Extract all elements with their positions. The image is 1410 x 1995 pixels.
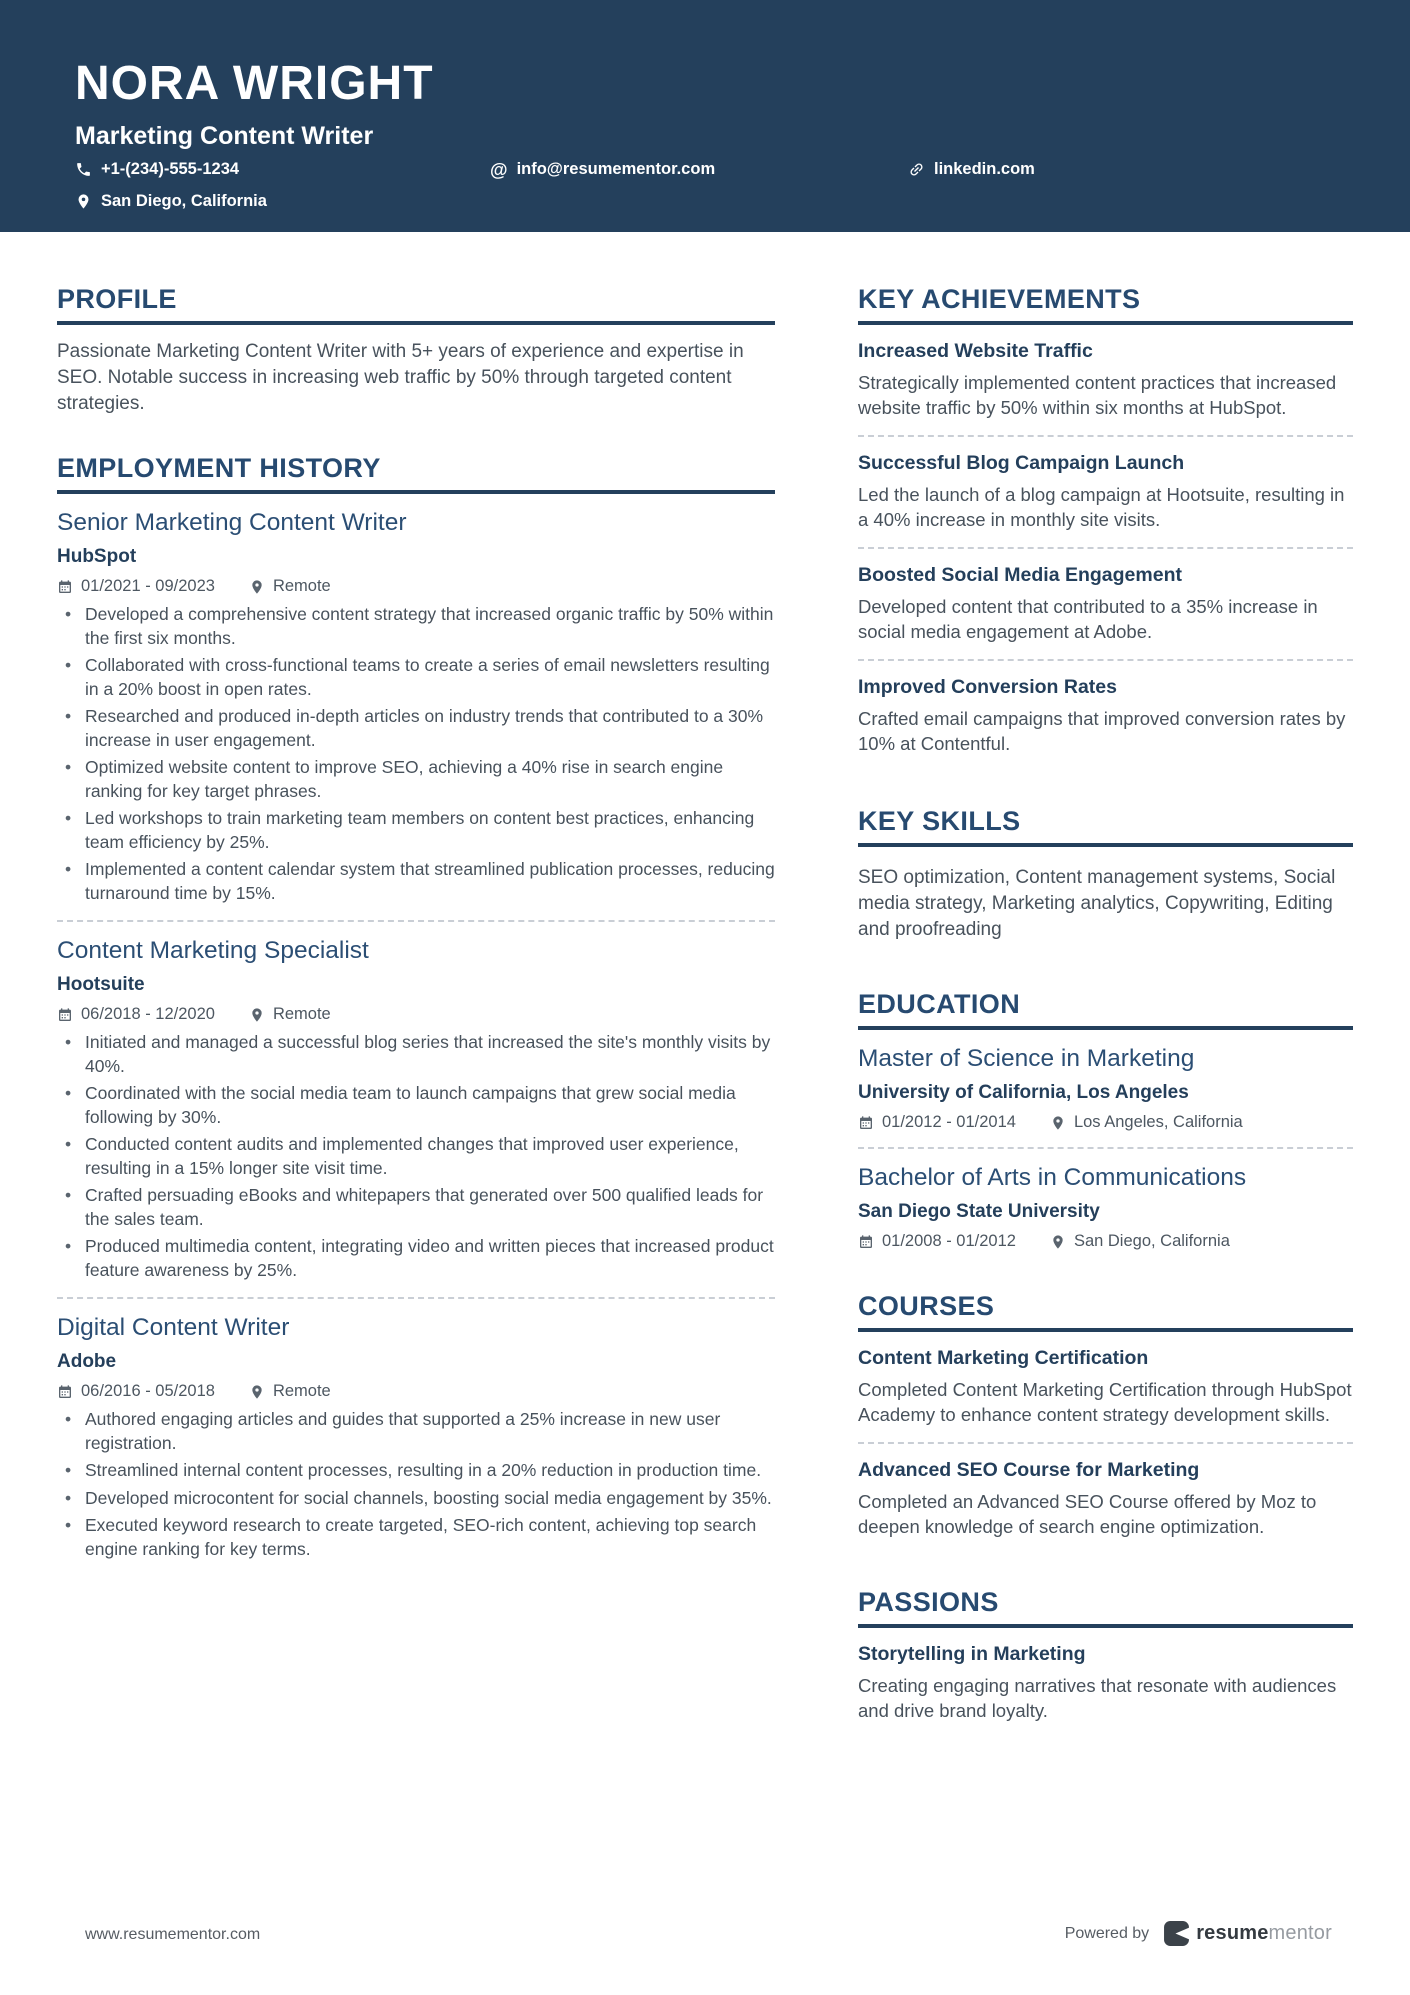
achievement-title: Improved Conversion Rates <box>858 676 1117 698</box>
job-title: Content Marketing Specialist <box>57 937 369 964</box>
logo-text <box>1196 1922 1332 1945</box>
job-dates <box>57 1382 215 1401</box>
location-pin-icon <box>249 1007 265 1023</box>
achievements-heading: KEY ACHIEVEMENTS <box>858 284 1353 325</box>
job-bullet: • Authored engaging articles and guides that supported a 25% increase in new user registration. <box>57 1408 775 1455</box>
job-bullet: • Streamlined internal content processes, resulting in a 20% reduction in production time. <box>57 1459 775 1483</box>
job-bullet: • Produced multimedia content, integrating video and written pieces that increased product feature awareness by 25%. <box>57 1235 775 1282</box>
job-dates-text: 06/2016 - 05/2018 <box>81 1382 215 1400</box>
job-bullet: • Researched and produced in-depth articles on industry trends that contributed to a 30% increase in user engagement. <box>57 705 775 752</box>
course-title: Advanced SEO Course for Marketing <box>858 1459 1200 1481</box>
job-bullet: • Led workshops to train marketing team members on content best practices, enhancing team efficiency by 25%. <box>57 807 775 854</box>
contact-linkedin-text: linkedin.com <box>934 160 1035 178</box>
achievement-item <box>858 676 1353 756</box>
contact-linkedin[interactable] <box>908 160 1035 179</box>
degree-school: San Diego State University <box>858 1201 1100 1222</box>
job-bullet: • Optimized website content to improve SEO, achieving a 40% rise in search engine ranking for key target phrases. <box>57 756 775 803</box>
job-meta <box>57 1005 775 1024</box>
profile-section <box>57 284 775 417</box>
passion-text: Creating engaging narratives that resonate with audiences and drive brand loyalty. <box>858 1675 1337 1721</box>
contact-email[interactable] <box>490 160 715 179</box>
job-bullet: • Implemented a content calendar system that streamlined publication processes, reducing turnaround time by 15%. <box>57 858 775 905</box>
item-separator <box>858 659 1353 661</box>
footer-site-link[interactable]: www.resumementor.com <box>85 1926 261 1943</box>
location-pin-icon <box>249 579 265 595</box>
degree-entry <box>858 1045 1353 1132</box>
calendar-icon <box>858 1115 874 1131</box>
passion-item <box>858 1643 1353 1723</box>
degree-meta <box>858 1232 1353 1251</box>
degree-location-text: Los Angeles, California <box>1073 1113 1243 1131</box>
achievement-item <box>858 452 1353 532</box>
education-heading: EDUCATION <box>858 989 1353 1030</box>
job-separator <box>57 1297 775 1299</box>
job-bullet: • Conducted content audits and implemented changes that improved user experience, resulting in a 15% longer site visit time. <box>57 1133 775 1180</box>
degree-school: University of California, Los Angeles <box>858 1082 1189 1103</box>
job-location-text: Remote <box>272 577 331 595</box>
course-item <box>858 1347 1353 1427</box>
achievement-text: Developed content that contributed to a 35% increase in social media engagement at Adobe. <box>858 596 1318 642</box>
job-dates-text: 01/2021 - 09/2023 <box>81 577 215 595</box>
course-text: Completed an Advanced SEO Course offered by Moz to deepen knowledge of search engine optimization. <box>858 1491 1317 1537</box>
achievement-text: Strategically implemented content practices that increased website traffic by 50% within six months at HubSpot. <box>858 372 1337 418</box>
calendar-icon <box>57 1384 73 1400</box>
person-name: NORA WRIGHT <box>75 57 434 110</box>
location-pin-icon <box>75 193 92 210</box>
job-location <box>249 1382 331 1401</box>
achievement-title: Boosted Social Media Engagement <box>858 564 1182 586</box>
achievement-title: Successful Blog Campaign Launch <box>858 452 1185 474</box>
left-column <box>57 284 775 1561</box>
job-entry <box>57 509 775 905</box>
item-separator <box>858 1147 1353 1149</box>
job-entry <box>57 1314 775 1561</box>
degree-meta <box>858 1113 1353 1132</box>
degree-location-text: San Diego, California <box>1073 1232 1230 1250</box>
job-location <box>249 1005 331 1024</box>
passions-section <box>858 1587 1353 1723</box>
degree-dates <box>858 1113 1016 1132</box>
resumementor-logo-icon <box>1163 1920 1190 1947</box>
job-location-text: Remote <box>272 1382 331 1400</box>
job-separator <box>57 920 775 922</box>
achievements-section <box>858 284 1353 756</box>
calendar-icon <box>57 579 73 595</box>
degree-dates-text: 01/2012 - 01/2014 <box>882 1113 1016 1131</box>
contact-location <box>75 192 267 211</box>
link-icon <box>904 157 928 181</box>
course-text: Completed Content Marketing Certification through HubSpot Academy to enhance content strategy development skills. <box>858 1379 1352 1425</box>
degree-title: Bachelor of Arts in Communications <box>858 1164 1247 1191</box>
job-bullet: • Developed a comprehensive content strategy that increased organic traffic by 50% within the first six months. <box>57 603 775 650</box>
education-section <box>858 989 1353 1251</box>
phone-icon <box>75 161 92 178</box>
skills-text: SEO optimization, Content management systems, Social media strategy, Marketing analytics, Copywriting, Editing and proofreading <box>858 867 1336 940</box>
job-meta <box>57 577 775 596</box>
contact-phone-text: +1-(234)-555-1234 <box>101 160 240 178</box>
item-separator <box>858 1442 1353 1444</box>
degree-title: Master of Science in Marketing <box>858 1045 1195 1072</box>
job-bullet: • Developed microcontent for social channels, boosting social media engagement by 35%. <box>57 1487 775 1511</box>
passions-heading: PASSIONS <box>858 1587 1353 1628</box>
profile-text: Passionate Marketing Content Writer with 5+ years of experience and expertise in SEO. Notable success in increasing web traffic by 50% through targeted content strategies. <box>57 341 744 414</box>
profile-heading: PROFILE <box>57 284 775 325</box>
item-separator <box>858 435 1353 437</box>
job-bullets <box>57 603 775 905</box>
contact-phone[interactable] <box>75 160 239 179</box>
logo-text-bold: resume <box>1196 1922 1269 1944</box>
courses-heading: COURSES <box>858 1291 1353 1332</box>
job-bullet: • Collaborated with cross-functional teams to create a series of email newsletters resulting in a 20% boost in open rates. <box>57 654 775 701</box>
footer-branding <box>1065 1920 1332 1947</box>
degree-location <box>1050 1113 1243 1132</box>
calendar-icon <box>57 1007 73 1023</box>
person-title: Marketing Content Writer <box>75 122 374 150</box>
calendar-icon <box>858 1234 874 1250</box>
job-bullet: • Initiated and managed a successful blog series that increased the site's monthly visits by 40%. <box>57 1031 775 1078</box>
achievement-text: Crafted email campaigns that improved conversion rates by 10% at Contentful. <box>858 708 1346 754</box>
passion-title: Storytelling in Marketing <box>858 1643 1086 1665</box>
skills-heading: KEY SKILLS <box>858 806 1353 847</box>
degree-location <box>1050 1232 1230 1251</box>
location-pin-icon <box>1050 1234 1066 1250</box>
job-bullets <box>57 1031 775 1282</box>
powered-by-label: Powered by <box>1064 1924 1150 1942</box>
job-entry <box>57 937 775 1282</box>
job-bullet: • Crafted persuading eBooks and whitepapers that generated over 500 qualified leads for the sales team. <box>57 1184 775 1231</box>
job-bullets <box>57 1408 775 1561</box>
achievement-item <box>858 340 1353 420</box>
at-icon: @ <box>490 159 508 180</box>
job-dates-text: 06/2018 - 12/2020 <box>81 1005 215 1023</box>
degree-dates <box>858 1232 1016 1251</box>
course-title: Content Marketing Certification <box>858 1347 1149 1369</box>
location-pin-icon <box>249 1384 265 1400</box>
achievement-title: Increased Website Traffic <box>858 340 1093 362</box>
courses-section <box>858 1291 1353 1539</box>
course-item <box>858 1459 1353 1539</box>
achievement-item <box>858 564 1353 644</box>
skills-section <box>858 806 1353 943</box>
employment-section <box>57 453 775 1561</box>
resumementor-logo <box>1163 1920 1332 1947</box>
right-column <box>858 284 1353 1723</box>
job-location <box>249 577 331 596</box>
contact-location-text: San Diego, California <box>101 192 267 210</box>
job-bullet: • Coordinated with the social media team to launch campaigns that grew social media following by 30%. <box>57 1082 775 1129</box>
job-meta <box>57 1382 775 1401</box>
job-bullet: • Executed keyword research to create targeted, SEO-rich content, achieving top search engine ranking for key terms. <box>57 1514 775 1561</box>
achievement-text: Led the launch of a blog campaign at Hootsuite, resulting in a 40% increase in monthly site visits. <box>858 484 1345 530</box>
job-dates <box>57 1005 215 1024</box>
degree-entry <box>858 1164 1353 1251</box>
logo-text-light: mentor <box>1268 1922 1332 1944</box>
job-title: Digital Content Writer <box>57 1314 290 1341</box>
job-company: Adobe <box>57 1351 117 1372</box>
location-pin-icon <box>1050 1115 1066 1131</box>
contact-email-text: info@resumementor.com <box>516 160 716 178</box>
job-company: Hootsuite <box>57 974 145 995</box>
degree-dates-text: 01/2008 - 01/2012 <box>882 1232 1016 1250</box>
job-location-text: Remote <box>272 1005 331 1023</box>
item-separator <box>858 547 1353 549</box>
header <box>0 0 1410 232</box>
employment-heading: EMPLOYMENT HISTORY <box>57 453 775 494</box>
job-title: Senior Marketing Content Writer <box>57 509 407 536</box>
job-dates <box>57 577 215 596</box>
job-company: HubSpot <box>57 546 137 567</box>
